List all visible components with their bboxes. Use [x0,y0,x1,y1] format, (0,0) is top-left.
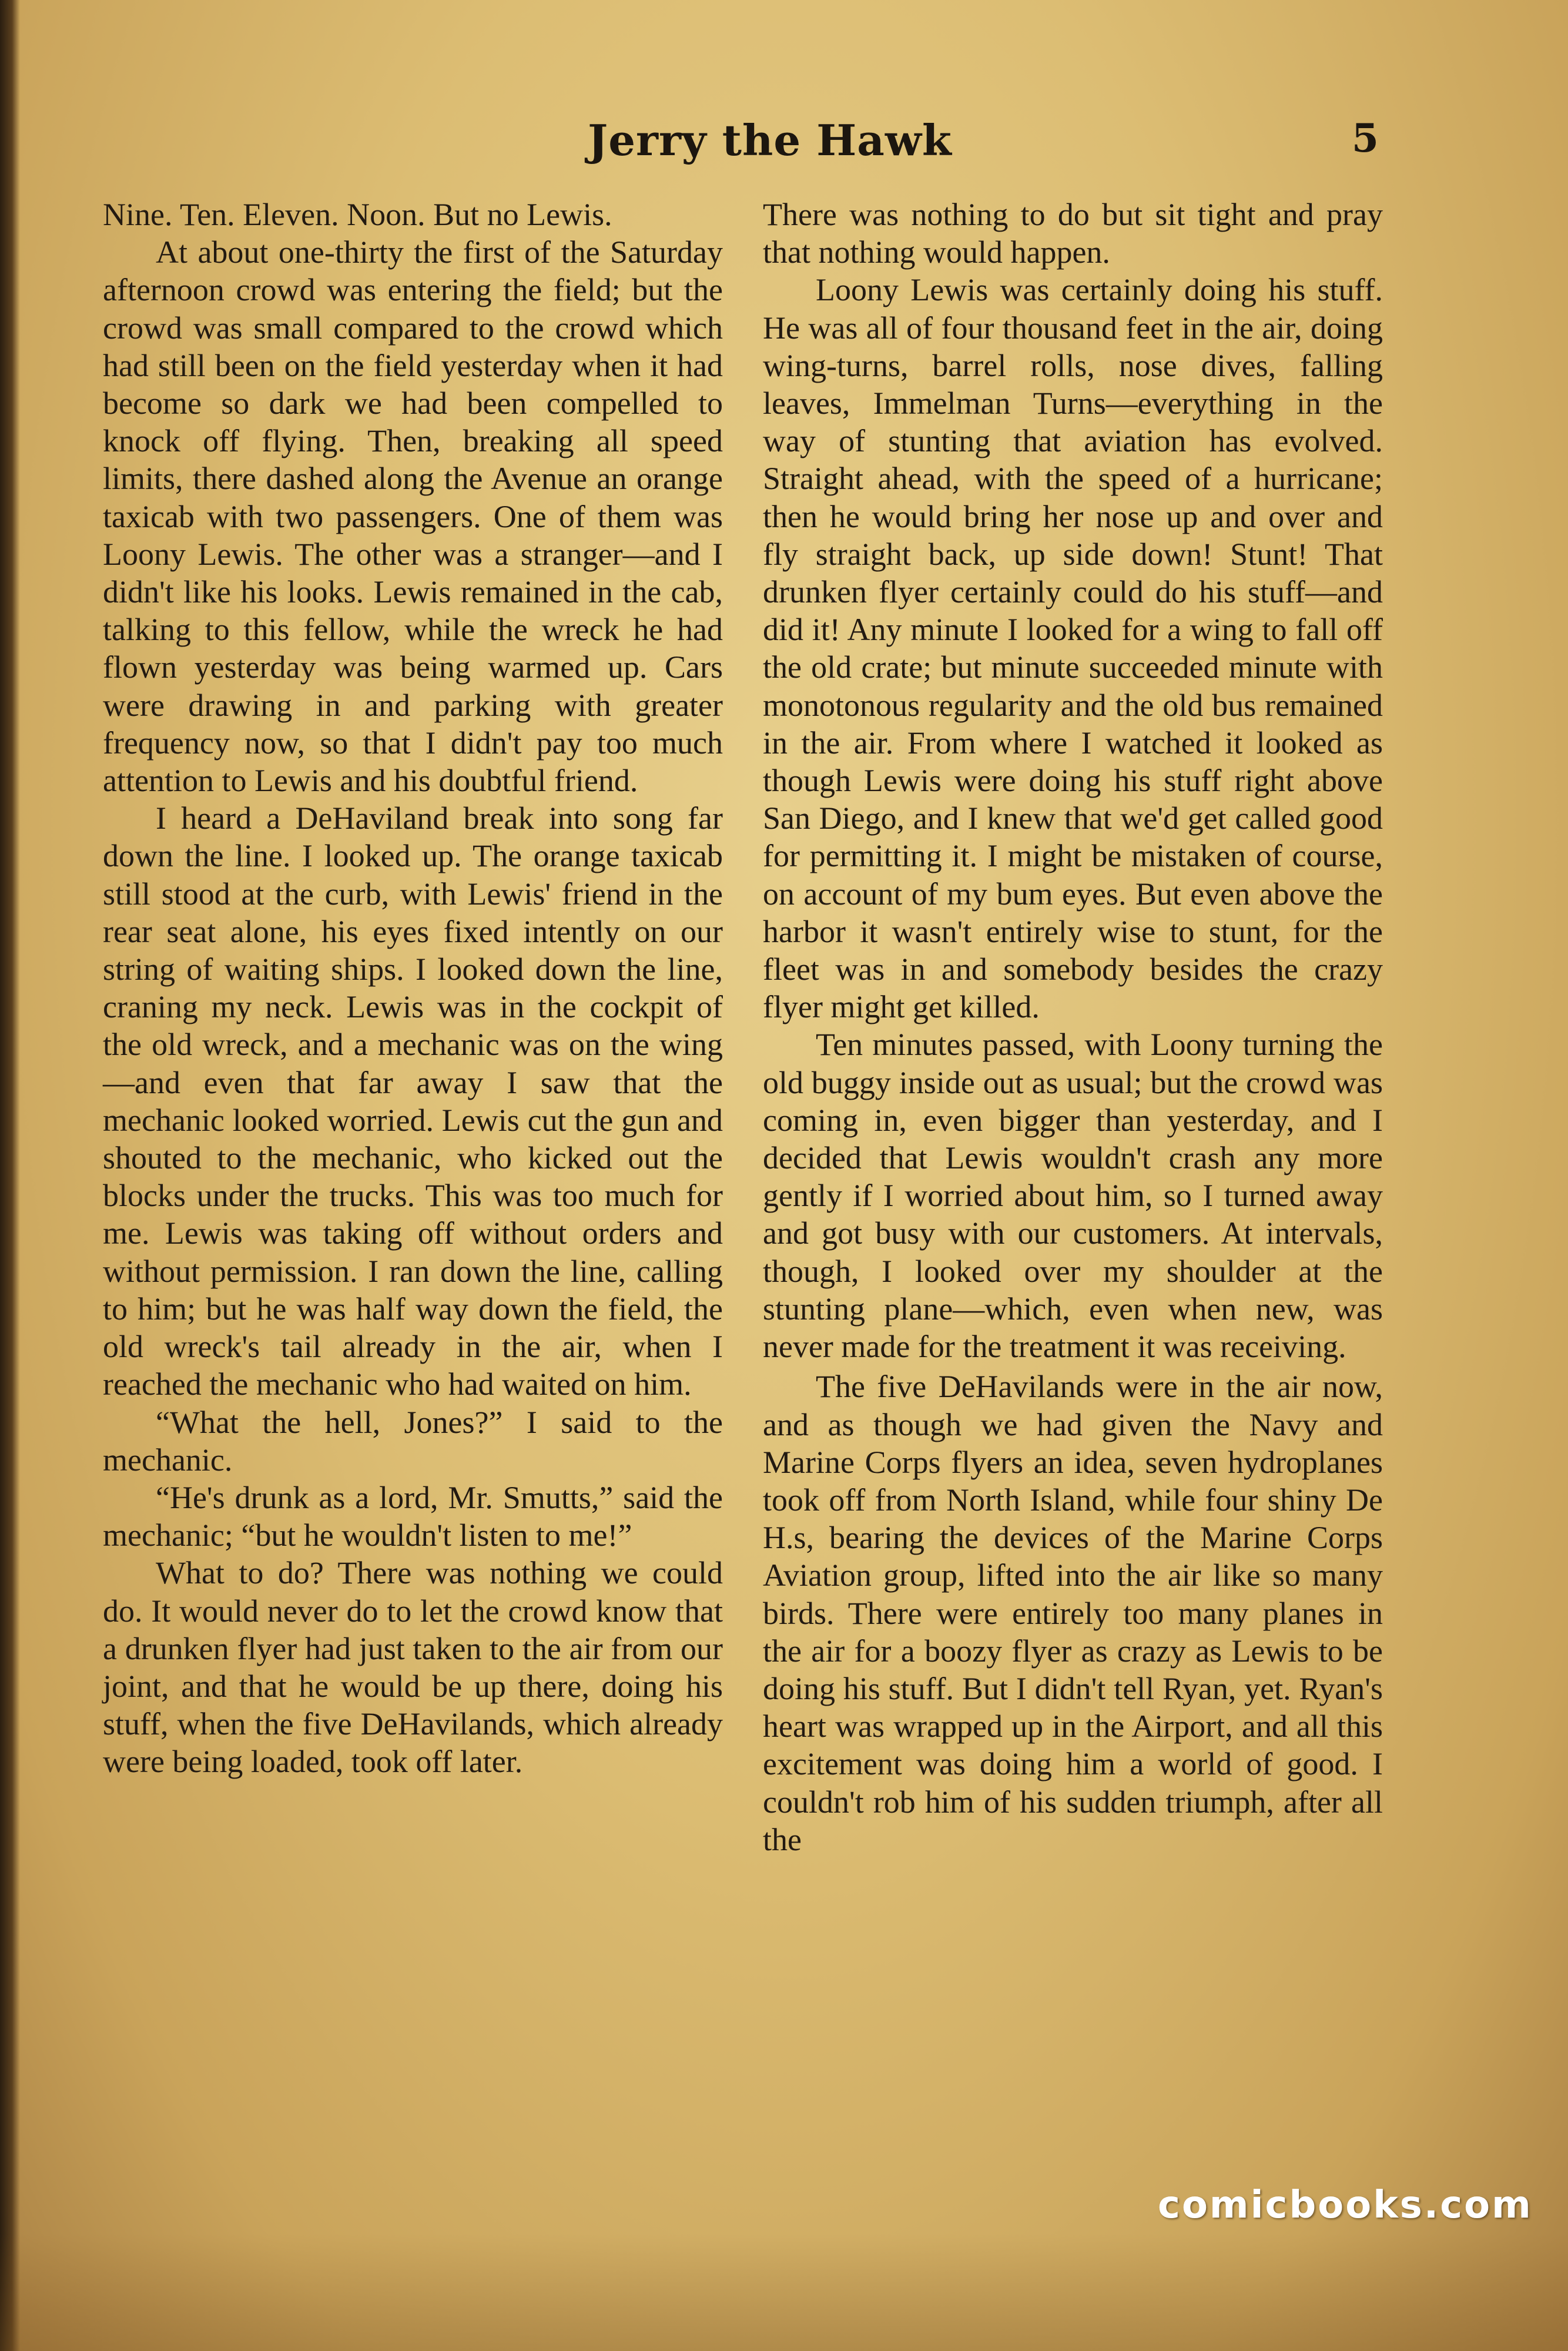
page-edge-shadow [0,0,20,2351]
page-number: 5 [1352,115,1379,161]
page-header [0,115,1568,168]
paragraph: Loony Lewis was certainly doing his stuff. He was all of four thousand feet in the air, doing wing-turns, barrel rolls, nose dives, falling leaves, Immelman Turns—everything in the way of stunting that aviation has evolved. Straight ahead, with the speed of a hurricane; then he would bring her nose up and over and fly straight back, up side down! Stunt! That drunken flyer certainly could do his stuff—and did it! Any minute I looked for a wing to fall off the old crate; but minute succeeded minute with monotonous regularity and the old bus remained in the air. From where I watched it looked as though Lewis were doing his stuff right above San Diego, and I knew that we'd get called good for permitting it. I might be mistaken of course, on account of my bum eyes. But even above the harbor it wasn't entirely wise to stunt, for the fleet was in and somebody besides the crazy flyer might get killed. [763,272,1383,1025]
paragraph: What to do? There was nothing we could do. It would never do to let the crowd know that a drunken flyer had just taken to the air from our joint, and that he would be up there, doing his stuff, when the five DeHavilands, which already were being loaded, took off later. [103,1555,723,1780]
running-title: Jerry the Hawk [588,115,952,165]
paragraph: Nine. Ten. Eleven. Noon. But no Lewis. [103,197,612,232]
paragraph: There was nothing to do but sit tight and pray that nothing would happen. [763,197,1383,270]
page-bottom-shade [0,2233,1568,2351]
paragraph: “What the hell, Jones?” I said to the mechanic. [103,1404,723,1478]
paragraph: “He's drunk as a lord, Mr. Smutts,” said the mechanic; “but he wouldn't listen to me!” [103,1479,723,1553]
paragraph: I heard a DeHaviland break into song far down the line. I looked up. The orange taxicab still stood at the curb, with Lewis' friend in the rear seat alone, his eyes fixed intently on our string of waiting ships. I looked down the line, craning my neck. Lewis was in the cockpit of the old wreck, and a mechanic was on the wing—and even that far away I saw that the mechanic looked worried. Lewis cut the gun and shouted to the mechanic, who kicked out the blocks under the trucks. This was too much for me. Lewis was taking off without orders and without permission. I ran down the line, calling to him; but he was half way down the field, the old wreck's tail already in the air, when I reached the mechanic who had waited on him. [103,801,723,1402]
paragraph: At about one-thirty the first of the Saturday afternoon crowd was entering the field; but the crowd was small compared to the crowd which had still been on the field yesterday when it had become so dark we had been compelled to knock off flying. Then, breaking all speed limits, there dashed along the Avenue an orange taxicab with two passengers. One of them was Loony Lewis. The other was a stranger—and I didn't like his looks. Lewis remained in the cab, talking to this fellow, while the wreck he had flown yesterday was being warmed up. Cars were drawing in and parking with greater frequency now, so that I didn't pay too much attention to Lewis and his doubtful friend. [103,235,723,799]
site-watermark: comicbooks.com [1158,2183,1533,2227]
paragraph: Ten minutes passed, with Loony turning the old buggy inside out as usual; but the crowd was coming in, even bigger than yesterday, and I decided that Lewis wouldn't crash any more gently if I worried about him, so I turned away and got busy with our customers. At intervals, though, I looked over my shoulder at the stunting plane—which, even when new, was never made for the treatment it was receiving. [763,1027,1383,1365]
paragraph: The five DeHavilands were in the air now, and as though we had given the Navy and Marine Corps flyers an idea, seven hydroplanes took off from North Island, while four shiny De H.s, bearing the devices of the Marine Corps Aviation group, lifted into the air like so many birds. There were entirely too many planes in the air for a boozy flyer as crazy as Lewis to be doing his stuff. But I didn't tell Ryan, yet. Ryan's heart was wrapped up in the Airport, and all this excitement was doing him a world of good. I couldn't rob him of his sudden triumph, after all the [763,1369,1383,1857]
left-column [103,196,723,1781]
right-column [763,196,1383,1858]
